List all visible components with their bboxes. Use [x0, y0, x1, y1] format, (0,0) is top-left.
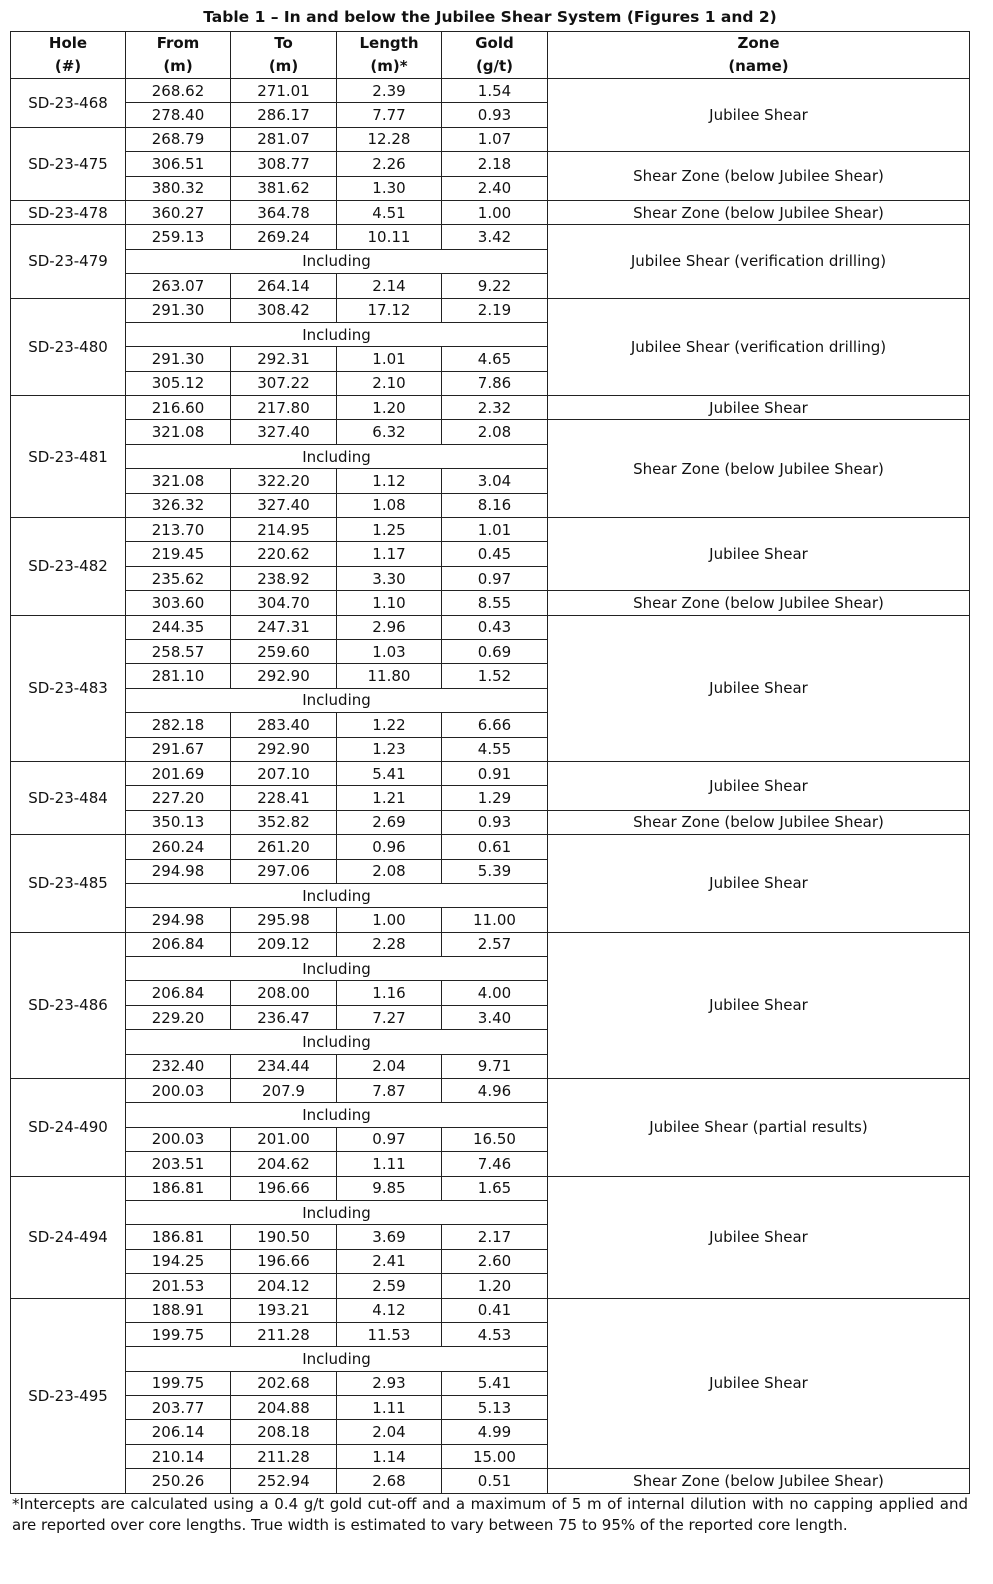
to-cell: 217.80: [231, 396, 337, 420]
gold-cell: 2.08: [442, 420, 548, 444]
gold-cell: 7.46: [442, 1152, 548, 1176]
from-cell: 260.24: [126, 835, 231, 859]
from-cell: 380.32: [126, 176, 231, 200]
to-cell: 208.18: [231, 1420, 337, 1444]
gold-cell: 8.55: [442, 591, 548, 615]
from-cell: 206.14: [126, 1420, 231, 1444]
to-cell: 308.77: [231, 152, 337, 176]
length-cell: 2.04: [337, 1420, 442, 1444]
table-row: [11, 835, 970, 859]
gold-cell: 1.00: [442, 200, 548, 224]
including-label: Including: [126, 1103, 548, 1127]
header-to: To (m): [231, 32, 337, 79]
length-cell: 1.25: [337, 518, 442, 542]
gold-cell: 2.19: [442, 298, 548, 322]
table-row: [11, 591, 970, 615]
header-from: From (m): [126, 32, 231, 79]
from-cell: 244.35: [126, 615, 231, 639]
zone-cell: Shear Zone (below Jubilee Shear): [548, 1469, 970, 1493]
table-row: [11, 152, 970, 176]
table-row: [11, 761, 970, 785]
to-cell: 214.95: [231, 518, 337, 542]
from-cell: 235.62: [126, 566, 231, 590]
table-row: [11, 1176, 970, 1200]
including-label: Including: [126, 249, 548, 273]
from-cell: 210.14: [126, 1444, 231, 1468]
header-zone: Zone (name): [548, 32, 970, 79]
to-cell: 286.17: [231, 103, 337, 127]
to-cell: 283.40: [231, 713, 337, 737]
to-cell: 234.44: [231, 1054, 337, 1078]
zone-cell: Jubilee Shear: [548, 615, 970, 761]
from-cell: 306.51: [126, 152, 231, 176]
including-label: Including: [126, 444, 548, 468]
gold-cell: 0.61: [442, 835, 548, 859]
to-cell: 307.22: [231, 371, 337, 395]
from-cell: 227.20: [126, 786, 231, 810]
gold-cell: 3.04: [442, 469, 548, 493]
to-cell: 381.62: [231, 176, 337, 200]
hole-cell: SD-23-482: [11, 518, 126, 616]
table-title: Table 1 – In and below the Jubilee Shear System (Figures 1 and 2): [203, 8, 777, 26]
to-cell: 252.94: [231, 1469, 337, 1493]
from-cell: 291.30: [126, 347, 231, 371]
gold-cell: 6.66: [442, 713, 548, 737]
table-row: [11, 298, 970, 322]
length-cell: 2.41: [337, 1249, 442, 1273]
from-cell: 278.40: [126, 103, 231, 127]
hole-cell: SD-23-486: [11, 932, 126, 1078]
gold-cell: 5.13: [442, 1396, 548, 1420]
length-cell: 5.41: [337, 761, 442, 785]
zone-cell: Jubilee Shear: [548, 79, 970, 152]
gold-cell: 5.41: [442, 1371, 548, 1395]
to-cell: 327.40: [231, 493, 337, 517]
gold-cell: 2.40: [442, 176, 548, 200]
from-cell: 216.60: [126, 396, 231, 420]
gold-cell: 1.52: [442, 664, 548, 688]
length-cell: 1.20: [337, 396, 442, 420]
to-cell: 236.47: [231, 1005, 337, 1029]
length-cell: 3.30: [337, 566, 442, 590]
to-cell: 204.88: [231, 1396, 337, 1420]
including-label: Including: [126, 688, 548, 712]
from-cell: 281.10: [126, 664, 231, 688]
from-cell: 268.79: [126, 127, 231, 151]
to-cell: 297.06: [231, 859, 337, 883]
length-cell: 2.10: [337, 371, 442, 395]
to-cell: 259.60: [231, 639, 337, 663]
from-cell: 219.45: [126, 542, 231, 566]
table-row: [11, 518, 970, 542]
to-cell: 269.24: [231, 225, 337, 249]
length-cell: 2.96: [337, 615, 442, 639]
zone-cell: Jubilee Shear (verification drilling): [548, 225, 970, 298]
to-cell: 220.62: [231, 542, 337, 566]
from-cell: 326.32: [126, 493, 231, 517]
gold-cell: 4.00: [442, 981, 548, 1005]
length-cell: 11.80: [337, 664, 442, 688]
to-cell: 322.20: [231, 469, 337, 493]
zone-cell: Shear Zone (below Jubilee Shear): [548, 591, 970, 615]
to-cell: 204.62: [231, 1152, 337, 1176]
from-cell: 203.51: [126, 1152, 231, 1176]
zone-cell: Shear Zone (below Jubilee Shear): [548, 420, 970, 518]
from-cell: 201.53: [126, 1274, 231, 1298]
to-cell: 228.41: [231, 786, 337, 810]
from-cell: 201.69: [126, 761, 231, 785]
gold-cell: 0.51: [442, 1469, 548, 1493]
hole-cell: SD-23-479: [11, 225, 126, 298]
to-cell: 264.14: [231, 274, 337, 298]
table-row: [11, 1469, 970, 1493]
gold-cell: 1.07: [442, 127, 548, 151]
length-cell: 2.93: [337, 1371, 442, 1395]
gold-cell: 4.96: [442, 1079, 548, 1103]
length-cell: 7.77: [337, 103, 442, 127]
gold-cell: 11.00: [442, 908, 548, 932]
including-label: Including: [126, 957, 548, 981]
to-cell: 352.82: [231, 810, 337, 834]
zone-cell: Jubilee Shear (partial results): [548, 1079, 970, 1177]
from-cell: 291.67: [126, 737, 231, 761]
from-cell: 282.18: [126, 713, 231, 737]
gold-cell: 1.29: [442, 786, 548, 810]
gold-cell: 0.93: [442, 810, 548, 834]
zone-cell: Jubilee Shear: [548, 518, 970, 591]
table-row: [11, 1079, 970, 1103]
to-cell: 247.31: [231, 615, 337, 639]
length-cell: 1.17: [337, 542, 442, 566]
gold-cell: 7.86: [442, 371, 548, 395]
to-cell: 304.70: [231, 591, 337, 615]
header-length: Length (m)*: [337, 32, 442, 79]
length-cell: 1.11: [337, 1396, 442, 1420]
hole-cell: SD-23-483: [11, 615, 126, 761]
zone-cell: Jubilee Shear: [548, 932, 970, 1078]
to-cell: 208.00: [231, 981, 337, 1005]
table-row: [11, 396, 970, 420]
from-cell: 259.13: [126, 225, 231, 249]
from-cell: 186.81: [126, 1225, 231, 1249]
length-cell: 1.21: [337, 786, 442, 810]
length-cell: 17.12: [337, 298, 442, 322]
gold-cell: 0.69: [442, 639, 548, 663]
gold-cell: 4.99: [442, 1420, 548, 1444]
zone-cell: Jubilee Shear: [548, 1176, 970, 1298]
to-cell: 201.00: [231, 1127, 337, 1151]
gold-cell: 4.53: [442, 1322, 548, 1346]
length-cell: 1.12: [337, 469, 442, 493]
from-cell: 200.03: [126, 1079, 231, 1103]
gold-cell: 5.39: [442, 859, 548, 883]
gold-cell: 0.43: [442, 615, 548, 639]
from-cell: 291.30: [126, 298, 231, 322]
length-cell: 1.30: [337, 176, 442, 200]
gold-cell: 9.71: [442, 1054, 548, 1078]
zone-cell: Jubilee Shear: [548, 761, 970, 810]
from-cell: 203.77: [126, 1396, 231, 1420]
table-row: [11, 420, 970, 444]
hole-cell: SD-23-484: [11, 761, 126, 834]
table-row: [11, 79, 970, 103]
length-cell: 1.01: [337, 347, 442, 371]
header-row: [11, 32, 970, 79]
length-cell: 1.16: [337, 981, 442, 1005]
drill-results-table: [10, 31, 970, 1494]
hole-cell: SD-23-475: [11, 127, 126, 200]
to-cell: 238.92: [231, 566, 337, 590]
gold-cell: 2.32: [442, 396, 548, 420]
to-cell: 271.01: [231, 79, 337, 103]
length-cell: 12.28: [337, 127, 442, 151]
table-row: [11, 615, 970, 639]
to-cell: 292.90: [231, 664, 337, 688]
gold-cell: 0.91: [442, 761, 548, 785]
from-cell: 263.07: [126, 274, 231, 298]
table-row: [11, 932, 970, 956]
gold-cell: 0.41: [442, 1298, 548, 1322]
to-cell: 292.31: [231, 347, 337, 371]
length-cell: 7.87: [337, 1079, 442, 1103]
to-cell: 261.20: [231, 835, 337, 859]
to-cell: 211.28: [231, 1322, 337, 1346]
footnote: *Intercepts are calculated using a 0.4 g/t gold cut-off and a maximum of 5 m of internal dilution with no capping applied and are reported over core lengths. True width is estimated to vary between 75 to 95% of the reported core length.: [12, 1495, 968, 1534]
length-cell: 0.97: [337, 1127, 442, 1151]
gold-cell: 2.17: [442, 1225, 548, 1249]
hole-cell: SD-23-495: [11, 1298, 126, 1493]
including-label: Including: [126, 1030, 548, 1054]
length-cell: 1.22: [337, 713, 442, 737]
from-cell: 206.84: [126, 932, 231, 956]
zone-cell: Jubilee Shear (verification drilling): [548, 298, 970, 396]
to-cell: 207.10: [231, 761, 337, 785]
gold-cell: 2.60: [442, 1249, 548, 1273]
length-cell: 2.14: [337, 274, 442, 298]
table-row: [11, 1298, 970, 1322]
from-cell: 229.20: [126, 1005, 231, 1029]
gold-cell: 1.54: [442, 79, 548, 103]
zone-cell: Shear Zone (below Jubilee Shear): [548, 810, 970, 834]
from-cell: 294.98: [126, 859, 231, 883]
from-cell: 258.57: [126, 639, 231, 663]
zone-cell: Shear Zone (below Jubilee Shear): [548, 152, 970, 201]
from-cell: 321.08: [126, 420, 231, 444]
gold-cell: 15.00: [442, 1444, 548, 1468]
hole-cell: SD-23-481: [11, 396, 126, 518]
to-cell: 308.42: [231, 298, 337, 322]
including-label: Including: [126, 1347, 548, 1371]
from-cell: 250.26: [126, 1469, 231, 1493]
length-cell: 7.27: [337, 1005, 442, 1029]
gold-cell: 0.93: [442, 103, 548, 127]
zone-cell: Jubilee Shear: [548, 835, 970, 933]
to-cell: 281.07: [231, 127, 337, 151]
to-cell: 193.21: [231, 1298, 337, 1322]
to-cell: 202.68: [231, 1371, 337, 1395]
table-row: [11, 200, 970, 224]
gold-cell: 8.16: [442, 493, 548, 517]
length-cell: 2.08: [337, 859, 442, 883]
to-cell: 196.66: [231, 1249, 337, 1273]
from-cell: 305.12: [126, 371, 231, 395]
from-cell: 232.40: [126, 1054, 231, 1078]
zone-cell: Jubilee Shear: [548, 396, 970, 420]
zone-cell: Shear Zone (below Jubilee Shear): [548, 200, 970, 224]
to-cell: 295.98: [231, 908, 337, 932]
hole-cell: SD-23-480: [11, 298, 126, 396]
zone-cell: Jubilee Shear: [548, 1298, 970, 1469]
length-cell: 1.08: [337, 493, 442, 517]
length-cell: 3.69: [337, 1225, 442, 1249]
length-cell: 10.11: [337, 225, 442, 249]
length-cell: 1.11: [337, 1152, 442, 1176]
gold-cell: 2.18: [442, 152, 548, 176]
from-cell: 186.81: [126, 1176, 231, 1200]
to-cell: 211.28: [231, 1444, 337, 1468]
hole-cell: SD-24-490: [11, 1079, 126, 1177]
length-cell: 1.10: [337, 591, 442, 615]
from-cell: 213.70: [126, 518, 231, 542]
from-cell: 188.91: [126, 1298, 231, 1322]
gold-cell: 1.20: [442, 1274, 548, 1298]
from-cell: 350.13: [126, 810, 231, 834]
from-cell: 321.08: [126, 469, 231, 493]
gold-cell: 1.01: [442, 518, 548, 542]
to-cell: 190.50: [231, 1225, 337, 1249]
from-cell: 194.25: [126, 1249, 231, 1273]
table-row: [11, 225, 970, 249]
length-cell: 2.39: [337, 79, 442, 103]
header-hole: Hole (#): [11, 32, 126, 79]
to-cell: 364.78: [231, 200, 337, 224]
to-cell: 207.9: [231, 1079, 337, 1103]
hole-cell: SD-24-494: [11, 1176, 126, 1298]
to-cell: 327.40: [231, 420, 337, 444]
gold-cell: 3.42: [442, 225, 548, 249]
to-cell: 204.12: [231, 1274, 337, 1298]
length-cell: 1.23: [337, 737, 442, 761]
table-row: [11, 810, 970, 834]
length-cell: 2.69: [337, 810, 442, 834]
length-cell: 1.00: [337, 908, 442, 932]
from-cell: 294.98: [126, 908, 231, 932]
including-label: Including: [126, 883, 548, 907]
length-cell: 9.85: [337, 1176, 442, 1200]
length-cell: 2.68: [337, 1469, 442, 1493]
length-cell: 1.03: [337, 639, 442, 663]
gold-cell: 1.65: [442, 1176, 548, 1200]
header-gold: Gold (g/t): [442, 32, 548, 79]
gold-cell: 2.57: [442, 932, 548, 956]
gold-cell: 0.97: [442, 566, 548, 590]
hole-cell: SD-23-468: [11, 79, 126, 128]
from-cell: 360.27: [126, 200, 231, 224]
hole-cell: SD-23-478: [11, 200, 126, 224]
length-cell: 2.26: [337, 152, 442, 176]
to-cell: 196.66: [231, 1176, 337, 1200]
from-cell: 199.75: [126, 1322, 231, 1346]
including-label: Including: [126, 1200, 548, 1224]
length-cell: 2.28: [337, 932, 442, 956]
gold-cell: 16.50: [442, 1127, 548, 1151]
from-cell: 268.62: [126, 79, 231, 103]
gold-cell: 3.40: [442, 1005, 548, 1029]
gold-cell: 4.55: [442, 737, 548, 761]
length-cell: 2.04: [337, 1054, 442, 1078]
length-cell: 6.32: [337, 420, 442, 444]
length-cell: 11.53: [337, 1322, 442, 1346]
gold-cell: 0.45: [442, 542, 548, 566]
from-cell: 206.84: [126, 981, 231, 1005]
from-cell: 200.03: [126, 1127, 231, 1151]
length-cell: 1.14: [337, 1444, 442, 1468]
hole-cell: SD-23-485: [11, 835, 126, 933]
from-cell: 199.75: [126, 1371, 231, 1395]
gold-cell: 4.65: [442, 347, 548, 371]
length-cell: 4.12: [337, 1298, 442, 1322]
length-cell: 2.59: [337, 1274, 442, 1298]
length-cell: 4.51: [337, 200, 442, 224]
gold-cell: 9.22: [442, 274, 548, 298]
to-cell: 292.90: [231, 737, 337, 761]
from-cell: 303.60: [126, 591, 231, 615]
including-label: Including: [126, 322, 548, 346]
length-cell: 0.96: [337, 835, 442, 859]
to-cell: 209.12: [231, 932, 337, 956]
